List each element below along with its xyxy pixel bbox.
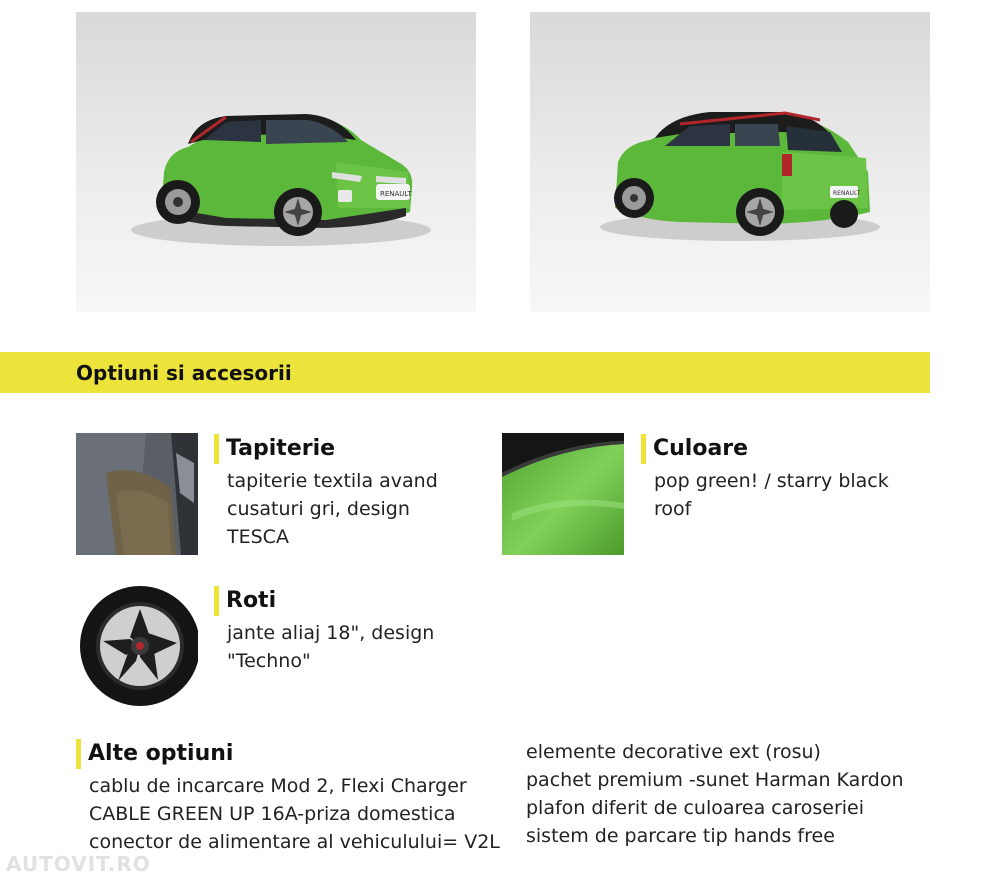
option-desc-tapiterie [227, 467, 438, 551]
option-desc-line: pop green! / starry black [654, 470, 889, 492]
option-desc-line: plafon diferit de culoarea caroseriei [526, 797, 865, 819]
option-title-alte: Alte optiuni [76, 739, 233, 769]
option-desc-line: CABLE GREEN UP 16A-priza domestica [89, 803, 456, 825]
option-desc-alte-left [89, 772, 500, 856]
option-desc-culoare [654, 467, 889, 523]
option-desc-line: roof [654, 498, 692, 520]
option-desc-line: TESCA [227, 526, 289, 548]
option-title-culoare: Culoare [641, 434, 748, 464]
watermark-logo: AUTOVIT.RO [6, 852, 151, 876]
rear-badge: RENAULT [833, 190, 861, 197]
color-thumbnail [502, 433, 624, 555]
wheel-thumbnail [76, 585, 198, 707]
section-header-bar [0, 352, 930, 393]
car-rear-illustration [530, 12, 930, 312]
front-badge: RENAULT [380, 190, 412, 198]
option-desc-line: sistem de parcare tip hands free [526, 825, 835, 847]
option-desc-line: cablu de incarcare Mod 2, Flexi Charger [89, 775, 467, 797]
option-desc-line: jante aliaj 18", design [227, 622, 435, 644]
car-front-illustration [76, 12, 476, 312]
option-desc-line: "Techno" [227, 650, 311, 672]
option-desc-line: tapiterie textila avand [227, 470, 438, 492]
section-title: Optiuni si accesorii [76, 361, 292, 385]
option-title-tapiterie: Tapiterie [214, 434, 335, 464]
option-desc-roti [227, 619, 434, 675]
option-desc-alte-right [526, 738, 904, 850]
option-title-roti: Roti [214, 586, 276, 616]
option-desc-line: conector de alimentare al vehiculului= V2L [89, 831, 500, 853]
option-desc-line: pachet premium -sunet Harman Kardon [526, 769, 904, 791]
car-front-image[interactable] [76, 12, 476, 312]
option-desc-line: cusaturi gri, design [227, 498, 410, 520]
car-rear-image[interactable] [530, 12, 930, 312]
upholstery-thumbnail [76, 433, 198, 555]
option-desc-line: elemente decorative ext (rosu) [526, 741, 821, 763]
